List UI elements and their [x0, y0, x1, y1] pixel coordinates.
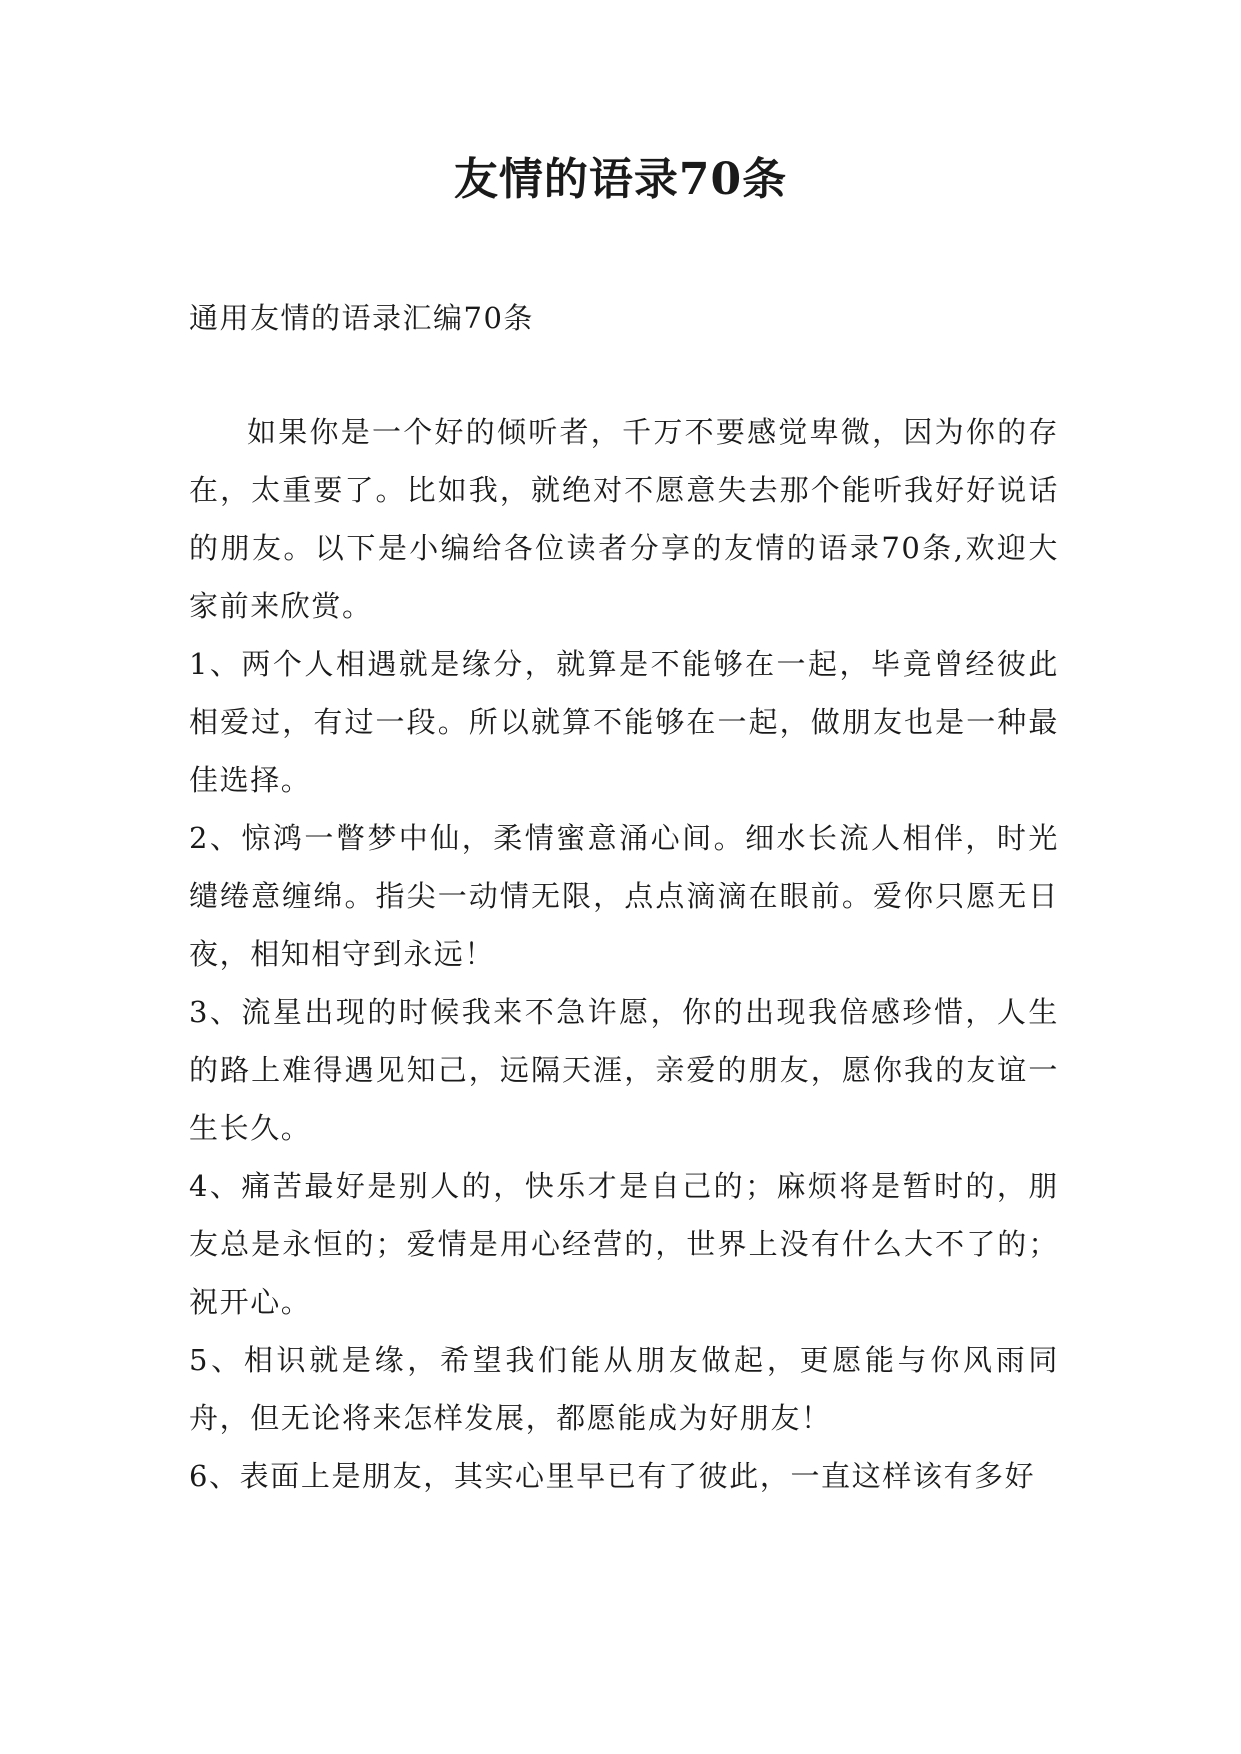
document-body: [189, 403, 1059, 1505]
document-subtitle: 通用友情的语录汇编70条: [189, 301, 534, 335]
intro-paragraph: 如果你是一个好的倾听者，千万不要感觉卑微，因为你的存在，太重要了。比如我，就绝对不愿意失去那个能听我好好说话的朋友。以下是小编给各位读者分享的友情的语录70条,欢迎大家前来欣赏。: [189, 415, 1059, 623]
quote-item-5: 5、相识就是缘，希望我们能从朋友做起，更愿能与你风雨同舟，但无论将来怎样发展，都愿能成为好朋友！: [189, 1343, 1059, 1435]
document-title: 友情的语录70条: [453, 154, 788, 205]
quote-item-3: 3、流星出现的时候我来不急许愿，你的出现我倍感珍惜，人生的路上难得遇见知己，远隔天涯，亲爱的朋友，愿你我的友谊一生长久。: [189, 995, 1059, 1145]
quote-item-2: 2、惊鸿一瞥梦中仙，柔情蜜意涌心间。细水长流人相伴，时光缱绻意缠绵。指尖一动情无限，点点滴滴在眼前。爱你只愿无日夜，相知相守到永远！: [189, 821, 1059, 971]
quote-item-6: 6、表面上是朋友，其实心里早已有了彼此，一直这样该有多好: [189, 1459, 1036, 1493]
quote-item-4: 4、痛苦最好是别人的，快乐才是自己的；麻烦将是暂时的，朋友总是永恒的；爱情是用心经营的，世界上没有什么大不了的；祝开心。: [189, 1169, 1059, 1319]
quote-item-1: 1、两个人相遇就是缘分，就算是不能够在一起，毕竟曾经彼此相爱过，有过一段。所以就算不能够在一起，做朋友也是一种最佳选择。: [189, 647, 1059, 797]
